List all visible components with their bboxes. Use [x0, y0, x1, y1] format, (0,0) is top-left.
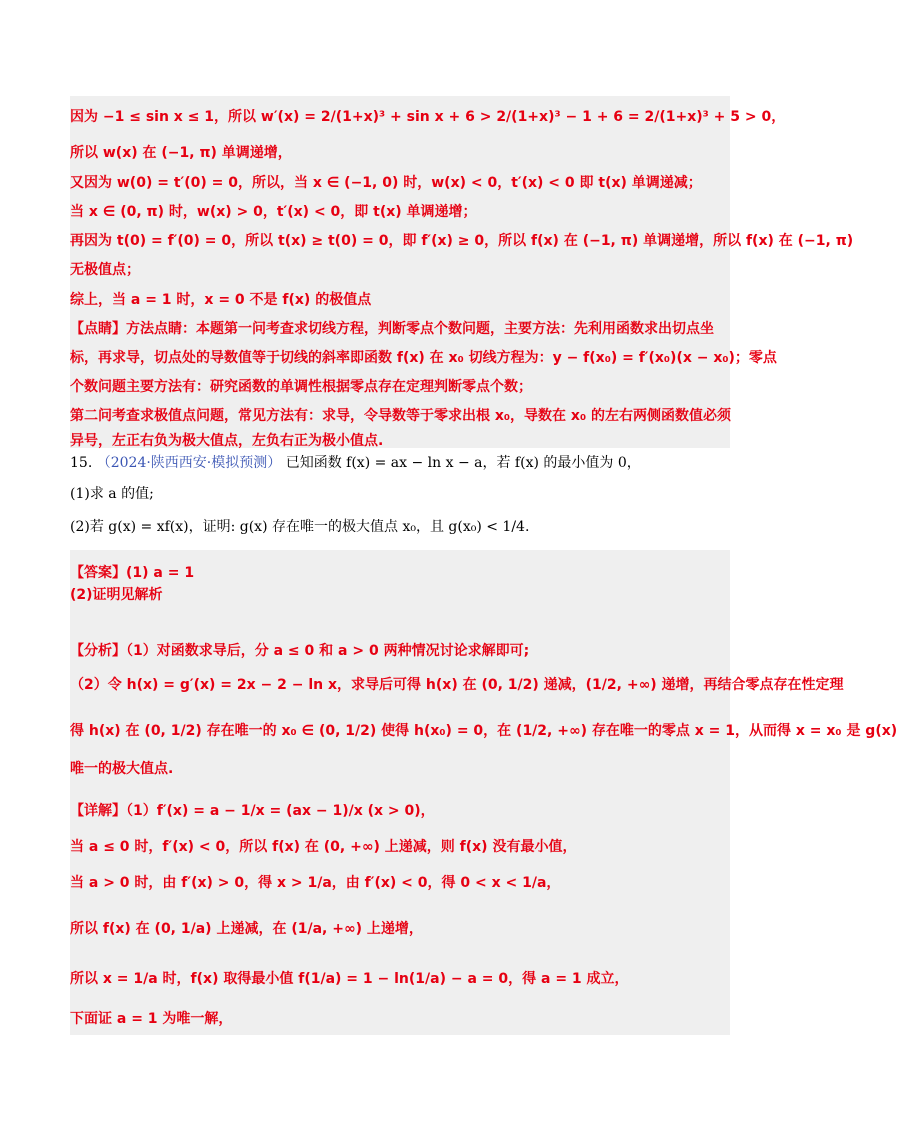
- hint-line-4: 第二问考查求极值点问题，常见方法有：求导，令导数等于零求出根 x₀，导数在 x₀ 的左右两侧函数值必须: [70, 408, 731, 424]
- solution-line-7: 综上，当 a = 1 时，x = 0 不是 f(x) 的极值点: [70, 292, 372, 308]
- detail-line-3: 当 a > 0 时，由 f′(x) > 0，得 x > 1/a，由 f′(x) < 0，得 0 < x < 1/a，: [70, 875, 561, 891]
- problem-question-2: (2)若 g(x) = xf(x)，证明: g(x) 存在唯一的极大值点 x₀，且 g(x₀) < 1/4.: [70, 519, 530, 535]
- solution-block-continued: [70, 96, 854, 449]
- hint-line-3: 个数问题主要方法有：研究函数的单调性根据零点存在定理判断零点个数；: [70, 379, 532, 395]
- analysis-line-1: 【分析】（1）对函数求导后，分 a ≤ 0 和 a > 0 两种情况讨论求解即可;: [70, 643, 530, 659]
- solution-line-1: 因为 −1 ≤ sin x ≤ 1，所以 w′(x) = 2/(1+x)³ + sin x + 6 > 2/(1+x)³ − 1 + 6 = 2/(1+x)³ + 5 > 0，: [70, 109, 786, 125]
- detail-line-5: 所以 x = 1/a 时，f(x) 取得最小值 f(1/a) = 1 − ln(1/a) − a = 0，得 a = 1 成立，: [70, 971, 629, 987]
- hint-line-1: 【点睛】方法点睛：本题第一问考查求切线方程，判断零点个数问题，主要方法：先利用函数求出切点坐: [70, 321, 714, 337]
- detail-line-6: 下面证 a = 1 为唯一解，: [70, 1011, 233, 1027]
- problem-15: [70, 448, 730, 550]
- problem-header: [70, 454, 641, 472]
- hint-line-2: 标，再求导，切点处的导数值等于切线的斜率即函数 f(x) 在 x₀ 切线方程为：y − f(x₀) = f′(x₀)(x − x₀)；零点: [70, 350, 777, 366]
- solution-line-3: 又因为 w(0) = t′(0) = 0，所以，当 x ∈ (−1, 0) 时，w(x) < 0，t′(x) < 0 即 t(x) 单调递减；: [70, 175, 702, 191]
- solution-line-4: 当 x ∈ (0, π) 时，w(x) > 0，t′(x) < 0，即 t(x) 单调递增；: [70, 204, 477, 220]
- detail-line-2: 当 a ≤ 0 时，f′(x) < 0，所以 f(x) 在 (0, +∞) 上递减，则 f(x) 没有最小值，: [70, 839, 577, 855]
- detail-line-1: 【详解】（1）f′(x) = a − 1/x = (ax − 1)/x (x > 0)，: [70, 803, 435, 819]
- detail-line-4: 所以 f(x) 在 (0, 1/a) 上递减，在 (1/a, +∞) 上递增，: [70, 921, 423, 937]
- problem-number: 15.: [70, 455, 93, 471]
- solution-line-2: 所以 w(x) 在 (−1, π) 单调递增，: [70, 145, 292, 161]
- problem-question-1: (1)求 a 的值;: [70, 486, 154, 502]
- analysis-line-2: （2）令 h(x) = g′(x) = 2x − 2 − ln x，求导后可得 h(x) 在 (0, 1/2) 递减，(1/2, +∞) 递增，再结合零点存在性定理: [70, 677, 844, 693]
- answer-block: [70, 550, 897, 1035]
- solution-line-5: 再因为 t(0) = f′(0) = 0，所以 t(x) ≥ t(0) = 0，即 f′(x) ≥ 0，所以 f(x) 在 (−1, π) 单调递增，所以 f(x) 在 (−1, π): [70, 233, 854, 249]
- answer-line-2: (2)证明见解析: [70, 587, 163, 603]
- hint-line-5: 异号，左正右负为极大值点，左负右正为极小值点.: [70, 433, 384, 449]
- analysis-line-4: 唯一的极大值点.: [70, 761, 174, 777]
- analysis-line-3: 得 h(x) 在 (0, 1/2) 存在唯一的 x₀ ∈ (0, 1/2) 使得 h(x₀) = 0，在 (1/2, +∞) 存在唯一的零点 x = 1，从而得 x = x₀ 是 g(x): [70, 723, 897, 739]
- problem-source: （2024·陕西西安·模拟预测）: [96, 455, 282, 471]
- problem-stem: 已知函数 f(x) = ax − ln x − a，若 f(x) 的最小值为 0，: [285, 455, 641, 471]
- answer-line-1: 【答案】(1) a = 1: [70, 565, 195, 581]
- solution-line-6: 无极值点；: [70, 262, 140, 278]
